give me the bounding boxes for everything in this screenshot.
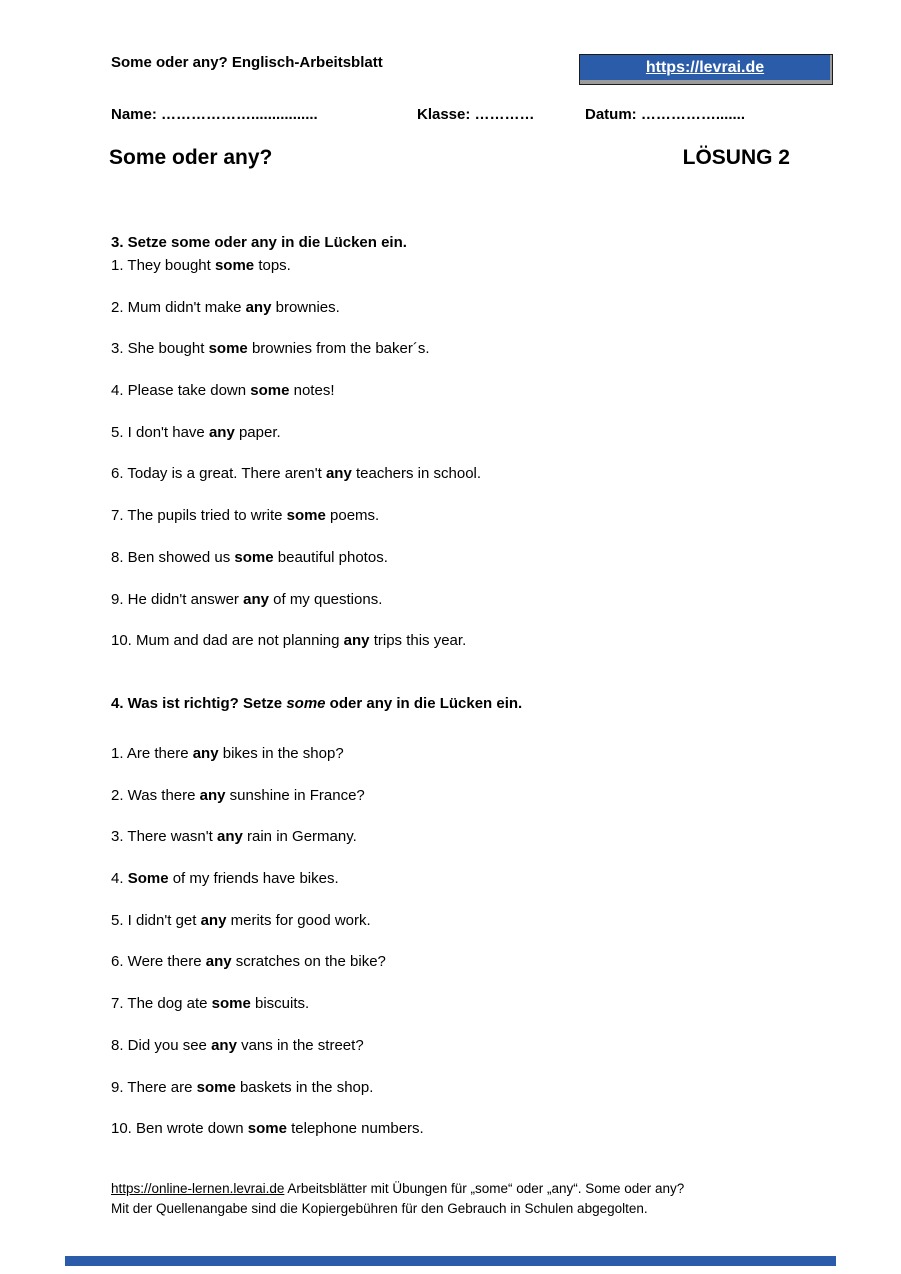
answer-word: some <box>247 1120 287 1138</box>
sentence-text: of my friends have bikes. <box>168 870 339 888</box>
sentence-item <box>111 912 841 929</box>
sentence-text: tops. <box>254 257 291 274</box>
sentence-text: brownies from the baker´s. <box>247 340 430 358</box>
answer-word: any <box>245 298 272 316</box>
sentence-item <box>111 382 841 399</box>
sentence-text: notes! <box>289 382 335 400</box>
section-4-heading-text: 4. Was ist richtig? Setze <box>111 695 287 712</box>
sentence-text: teachers in school. <box>351 465 482 483</box>
sentence-text: 8. Ben showed us <box>111 548 235 566</box>
sentence-item <box>111 340 841 357</box>
footer <box>111 1179 841 1219</box>
sentence-text: paper. <box>234 423 281 441</box>
sentence-text: 4. <box>111 870 128 888</box>
footer-line-1-text: Arbeitsblätter mit Übungen für „some“ oder „any“. Some oder any? <box>284 1181 685 1196</box>
answer-word: any <box>211 1036 237 1054</box>
name-dotted-line: ………………................ <box>156 106 318 123</box>
sentence-item <box>111 953 841 970</box>
answer-word: some <box>214 257 255 274</box>
levrai-link-inner[interactable] <box>580 55 830 80</box>
sentence-item <box>111 995 841 1012</box>
answer-word: any <box>343 632 370 650</box>
answer-word: any <box>199 786 226 804</box>
section-4-heading-rest: oder any in die Lücken ein. <box>325 695 523 712</box>
sentence-item <box>111 549 841 566</box>
sentence-text: beautiful photos. <box>273 548 388 566</box>
answer-word: some <box>208 340 248 358</box>
sentence-text: sunshine in France? <box>225 786 365 804</box>
section-4-heading-italic: some <box>286 695 326 712</box>
answer-word: some <box>286 507 326 525</box>
sentence-text: 10. Mum and dad are not planning <box>111 632 344 650</box>
sentence-text: bikes in the shop? <box>218 745 344 762</box>
footer-line-1 <box>111 1179 841 1199</box>
sentence-text: scratches on the bike? <box>231 953 386 971</box>
answer-word: any <box>205 953 232 971</box>
answer-word: some <box>234 548 274 566</box>
answer-word: some <box>211 995 251 1013</box>
sentence-text: 6. Were there <box>111 953 206 971</box>
klasse-field <box>417 106 535 123</box>
sentence-text: of my questions. <box>268 590 383 608</box>
sentence-text: 5. I didn't get <box>111 911 201 929</box>
sentence-item <box>111 787 841 804</box>
worksheet-header-title: Some oder any? Englisch-Arbeitsblatt <box>111 54 383 71</box>
sentence-text: 2. Was there <box>111 786 200 804</box>
sentence-item <box>111 1037 841 1054</box>
answer-word: any <box>216 828 243 846</box>
sentence-text: merits for good work. <box>226 911 371 929</box>
sentence-text: 1. They bought <box>111 257 215 274</box>
sentence-text: 10. Ben wrote down <box>111 1120 248 1138</box>
sentence-item <box>111 591 841 608</box>
sentence-item <box>111 1079 841 1096</box>
sentence-text: 9. There are <box>111 1078 197 1096</box>
datum-label: Datum: <box>585 106 637 123</box>
section-3-heading-text: 3. Setze some oder any in die Lücken ein. <box>111 234 407 251</box>
name-label: Name: <box>111 106 157 123</box>
answer-word: any <box>243 590 269 608</box>
sentence-item <box>111 257 841 274</box>
footer-link[interactable]: https://online-lernen.levrai.de <box>111 1181 285 1196</box>
sentence-text: telephone numbers. <box>286 1120 424 1138</box>
answer-word: some <box>196 1078 236 1096</box>
section-4-sentences <box>111 745 841 1137</box>
sentence-item <box>111 828 841 845</box>
sentence-text: 8. Did you see <box>111 1036 212 1054</box>
levrai-link-label[interactable]: https://levrai.de <box>645 58 765 76</box>
datum-field <box>585 106 745 123</box>
name-field <box>111 106 318 123</box>
section-3-sentences <box>111 257 841 649</box>
datum-dotted-line: ……………....... <box>636 106 746 123</box>
sentence-text: 9. He didn't answer <box>111 590 244 608</box>
sentence-text: 1. Are there <box>111 745 193 762</box>
sentence-item <box>111 870 841 887</box>
sentence-item <box>111 632 841 649</box>
sentence-item <box>111 299 841 316</box>
sentence-item <box>111 1120 841 1137</box>
sentence-text: 3. She bought <box>111 340 209 358</box>
page-title: Some oder any? <box>109 146 273 169</box>
sentence-text: 5. I don't have <box>111 423 209 441</box>
answer-word: any <box>208 423 235 441</box>
sentence-text: 4. Please take down <box>111 382 251 400</box>
answer-word: any <box>192 745 219 762</box>
sentence-text: brownies. <box>271 298 340 316</box>
section-3-heading <box>111 234 407 251</box>
sentence-text: trips this year. <box>369 632 467 650</box>
sentence-item <box>111 745 841 762</box>
sentence-text: vans in the street? <box>236 1036 364 1054</box>
sentence-item <box>111 465 841 482</box>
klasse-label: Klasse: <box>417 106 471 123</box>
answer-word: Some <box>127 870 169 888</box>
footer-line-2: Mit der Quellenangabe sind die Kopiergebühren für den Gebrauch in Schulen abgegolten. <box>111 1201 648 1216</box>
sentence-text: poems. <box>325 507 380 525</box>
sentence-text: 7. The pupils tried to write <box>111 507 287 525</box>
answer-word: some <box>250 382 290 400</box>
sentence-text: rain in Germany. <box>242 828 357 846</box>
answer-word: any <box>200 911 227 929</box>
bottom-accent-bar <box>65 1256 836 1266</box>
klasse-dotted-line: ………… <box>470 106 535 123</box>
section-4-heading <box>111 695 522 712</box>
sentence-text: 3. There wasn't <box>111 828 217 846</box>
sentence-item <box>111 424 841 441</box>
sentence-text: 2. Mum didn't make <box>111 298 246 316</box>
sentence-text: 7. The dog ate <box>111 995 212 1013</box>
solution-badge: LÖSUNG 2 <box>682 146 790 169</box>
sentence-text: baskets in the shop. <box>235 1078 374 1096</box>
sentence-text: 6. Today is a great. There aren't <box>111 465 326 483</box>
sentence-text: biscuits. <box>250 995 310 1013</box>
answer-word: any <box>325 465 352 483</box>
sentence-item <box>111 507 841 524</box>
levrai-link-button[interactable] <box>579 54 833 85</box>
